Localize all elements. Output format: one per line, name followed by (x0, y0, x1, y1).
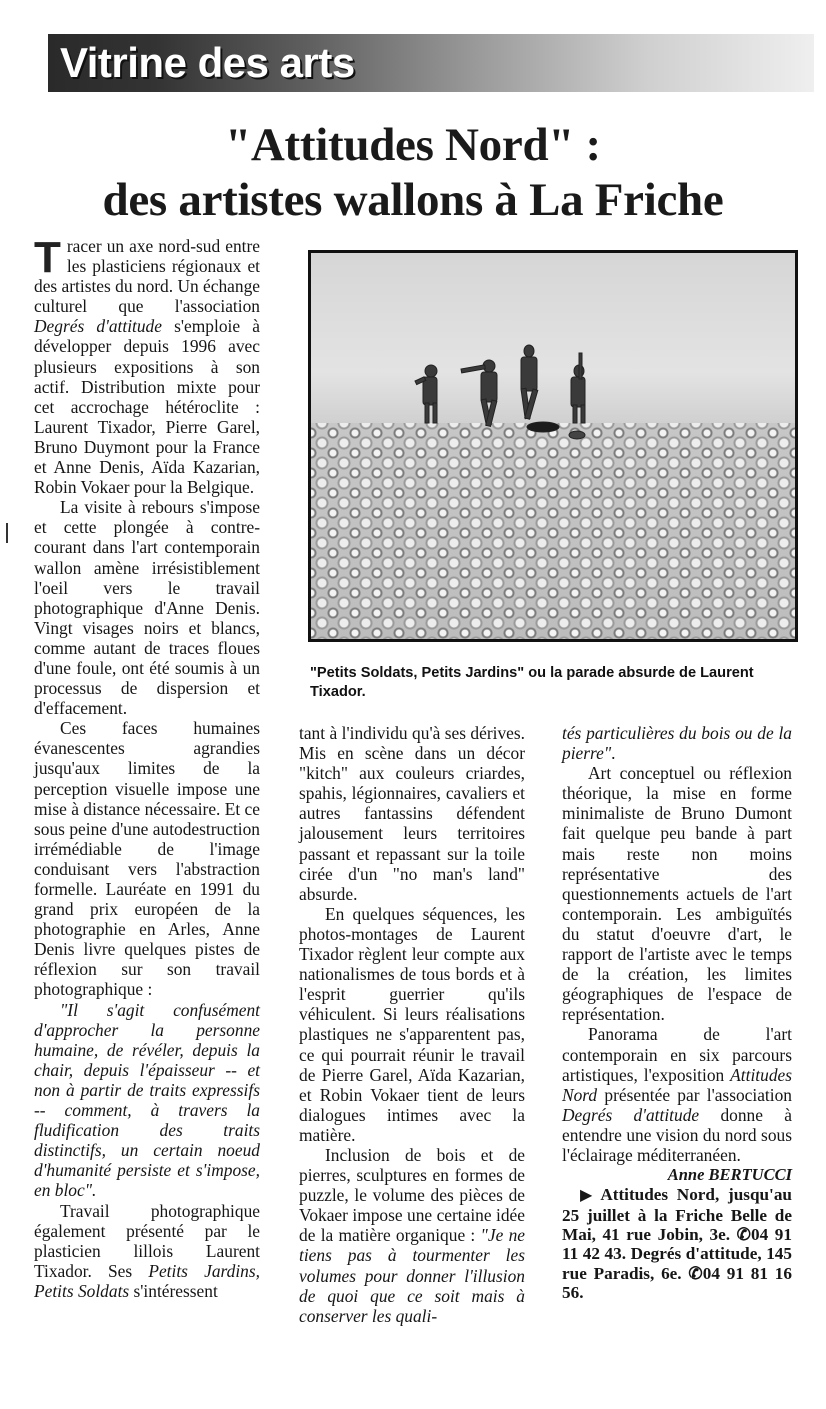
paragraph-8 (562, 1024, 792, 1165)
drop-cap: T (34, 233, 61, 282)
paragraph-1 (34, 233, 261, 498)
author-signature: Anne BERTUCCI (667, 1165, 792, 1185)
photo-caption: "Petits Soldats, Petits Jardins" ou la parade absurde de Laurent Tixador. (310, 665, 754, 700)
article-headline (40, 118, 786, 228)
margin-mark (6, 523, 8, 543)
practical-info-text (562, 1185, 792, 1302)
article-column-1 (34, 233, 261, 1301)
quote-anne-denis (34, 1000, 260, 1201)
section-banner (48, 34, 814, 92)
paragraph-1-text: racer un axe nord-sud entre les plasticiens régionaux et des artistes du nord. Un échange culturel que l'association (34, 236, 261, 317)
exhibition-name: Attitudes Nord (562, 1064, 792, 1105)
article-column-3 (562, 723, 792, 1303)
paragraph-6-text: Inclusion de bois et de pierres, sculptures en formes de puzzle, le volume des pièces de Vokaer impose une certaine idée de la matière organique : (299, 1144, 525, 1246)
article-column-2 (299, 723, 525, 1326)
practical-info-body: Attitudes Nord, jusqu'au 25 juillet à la Friche Belle de Mai, 41 rue Jobin, 3e. ✆04 91 11 42 43. Degrés d'attitude, 145 rue Paradis, 6e. ✆04 91 81 16 56. (562, 1185, 792, 1303)
paragraph-2: La visite à rebours s'impose et cette plongée à contre-courant dans l'art contemporain wallon amène irrésistiblement l'oeil vers le travail photographique d'Anne Denis. Vingt visages noirs et blancs, comme autant de traces floues d'une foule, ont été soumis à un processus de dispersion et d'effacement. (34, 497, 260, 719)
arrow-icon: ▶ (580, 1187, 593, 1205)
toy-soldiers-figures (311, 253, 795, 639)
article-photo (308, 250, 798, 642)
vokaer-quote-part-2: tés particulières du bois ou de la pierre". (562, 723, 792, 764)
association-name: Degrés d'attitude (562, 1104, 700, 1125)
practical-info (562, 1185, 792, 1302)
section-title: Vitrine des arts (60, 39, 355, 86)
paragraph-8-text-c: donne à entendre une vision du nord sous l'éclairage méditerranéen. (562, 1104, 792, 1165)
paragraph-4 (34, 1201, 260, 1301)
headline-line-1: "Attitudes Nord" : (225, 119, 601, 171)
paragraph-8-text-b: présentée par l'association (597, 1084, 792, 1105)
paragraph-4-italic: Petits Jardins, Petits Soldats (34, 1260, 260, 1301)
paragraph-5: En quelques séquences, les photos-montages de Laurent Tixador règlent leur compte aux nationalismes de tous bords et à l'esprit guerrier qu'ils véhiculent. Si leurs réalisations plastiques ne s'apparentent pas, ce qui pourrait réunir le travail de Pierre Garel, Aïda Kazarian, et Robin Vokaer tient de leurs dialogues intimes avec la matière. (299, 903, 525, 1145)
paragraph-6 (299, 1145, 525, 1326)
headline-line-2: des artistes wallons à La Friche (102, 174, 724, 226)
vokaer-quote-part-1: "Je ne tiens pas à tourmenter les volumes pour donner l'illusion de quoi que ce soit mais à conserver les quali- (299, 1225, 525, 1326)
paragraph-4-split: s'intéressent (129, 1280, 218, 1301)
paragraph-1-italic: Degrés d'attitude (34, 316, 162, 337)
paragraph-8-text-a: Panorama de l'art contemporain en six parcours artistiques, l'exposition (562, 1024, 792, 1085)
quote-text: "Il s'agit confusément d'approcher la personne humaine, de révéler, depuis la chair, depuis l'épaisseur -- et non à partir de traits expressifs -- comment, à travers la fludification des traits distinctifs, un certain noeud d'humanité persiste et s'impose, en bloc". (34, 999, 260, 1201)
paragraph-4-continued: tant à l'individu qu'à ses dérives. Mis en scène dans un décor "kitch" aux couleurs criardes, spahis, légionnaires, cavaliers et autres fantassins défendent jalousement leurs territoires passant et repassant sur la toile cirée d'un "no man's land" absurde. (299, 723, 525, 904)
paragraph-4-text: Travail photographique également présenté par le plasticien lillois Laurent Tixador. Ses (34, 1200, 260, 1281)
paragraph-3: Ces faces humaines évanescentes agrandies jusqu'aux limites de la perception visuelle impose une mise à distance nécessaire. Et ce sous peine d'une autodestruction irrémédiable de l'image conduisant vers l'abstraction formelle. Lauréate en 1991 du grand prix européen de la photographie en Arles, Anne Denis livre quelques pistes de réflexion sur son travail photographique : (34, 718, 260, 1000)
paragraph-7: Art conceptuel ou réflexion théorique, la mise en forme minimaliste de Bruno Dumont fait quelque peu bande à part mais reste non moins représentative des questionnements actuels de l'art contemporain. Les ambiguïtés du statut d'oeuvre d'art, le rapport de l'artiste avec le temps de la création, les limites géographiques de l'espace de représentation. (562, 763, 792, 1025)
paragraph-1-end: s'emploie à développer depuis 1996 avec plusieurs expositions à son actif. Distribution mixte pour cet accrochage hétéroclite : Laurent Tixador, Pierre Garel, Bruno Duymont pour la France et Anne Denis, Aïda Kazarian, Robin Vokaer pour la Belgique. (34, 316, 260, 498)
